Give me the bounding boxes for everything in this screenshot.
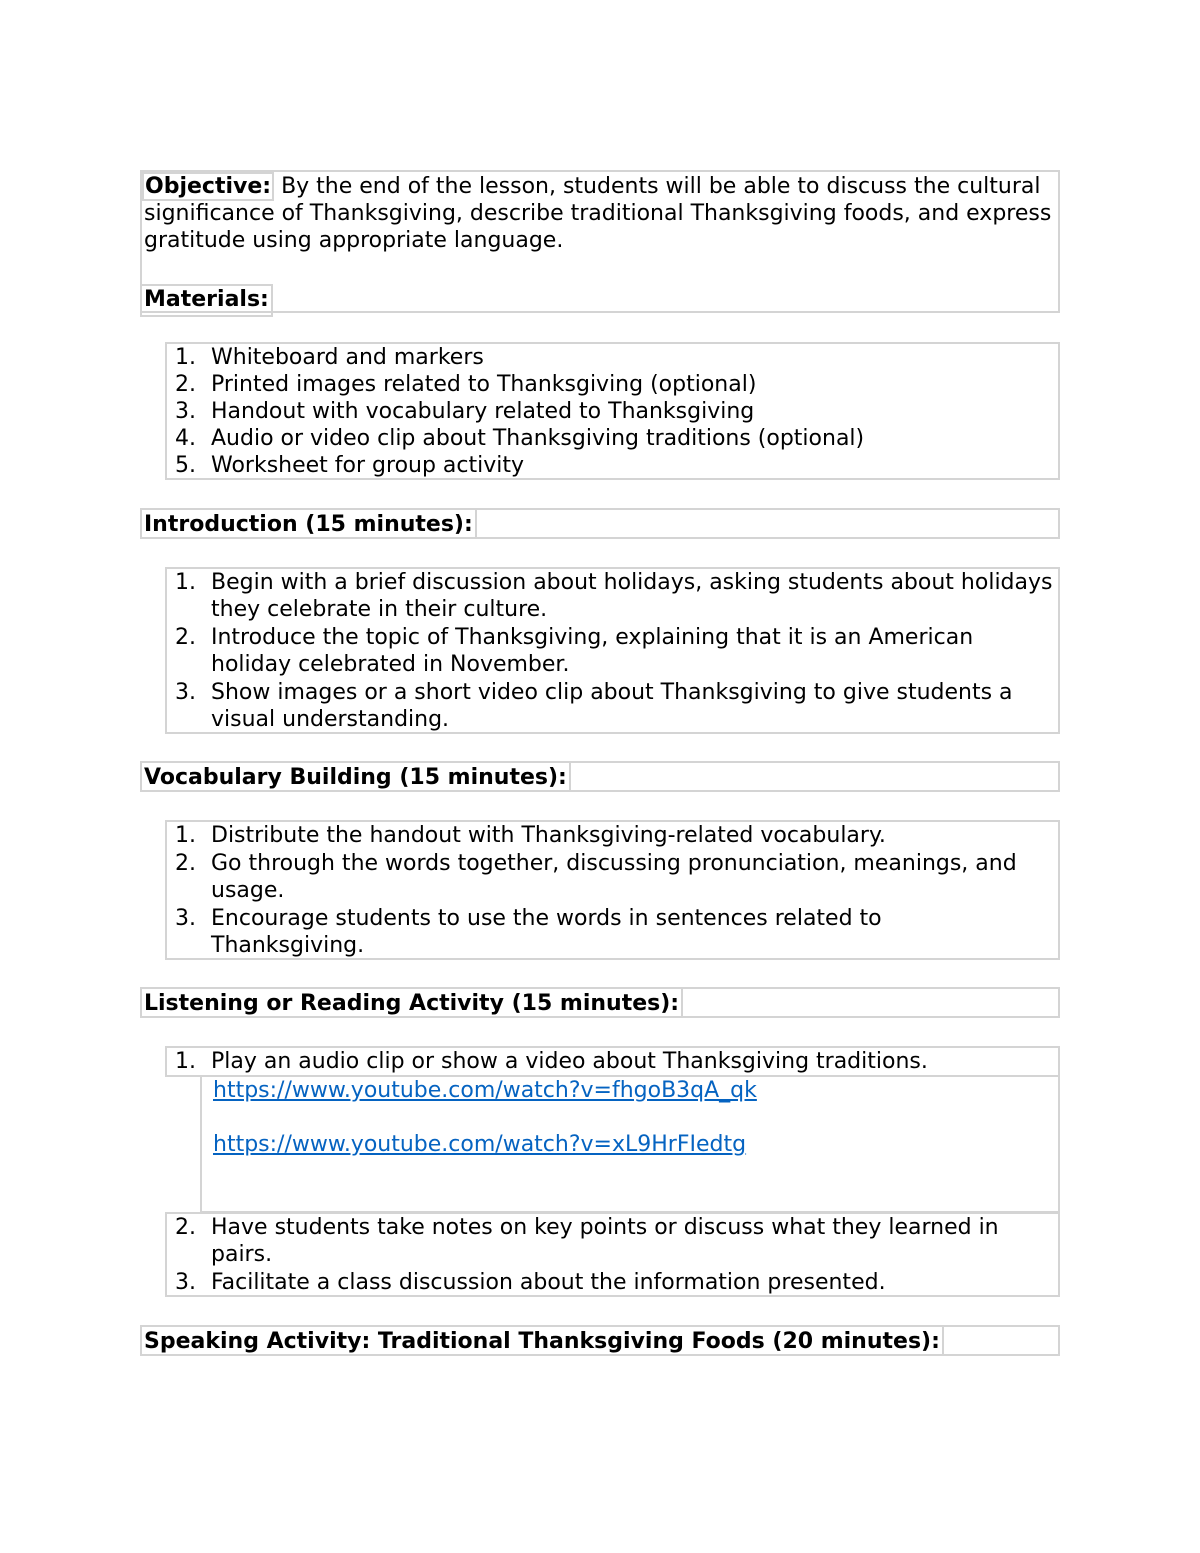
vocabulary-heading-row: [140, 761, 1060, 792]
listening-heading-row: [140, 987, 1060, 1018]
list-item: 5. Worksheet for group activity: [175, 453, 525, 478]
list-item: 3. Show images or a short video clip about Thanksgiving to give students a visual understanding.: [175, 680, 1013, 732]
objective-paragraph: [144, 173, 1056, 254]
objective-section: [140, 170, 1060, 313]
introduction-list: [165, 567, 1060, 734]
list-item: 1. Begin with a brief discussion about holidays, asking students about holidays they celebrate in their culture.: [175, 570, 1053, 622]
listening-list-first: [165, 1046, 1060, 1077]
video-link-1[interactable]: https://www.youtube.com/watch?v=fhgoB3qA_qk: [213, 1078, 757, 1103]
materials-list: [165, 342, 1060, 480]
list-item: 2. Printed images related to Thanksgiving (optional): [175, 372, 757, 397]
list-item: 1. Play an audio clip or show a video about Thanksgiving traditions.: [175, 1049, 928, 1074]
objective-text: By the end of the lesson, students will be able to discuss the cultural significance of Thanksgiving, describe traditional Thanksgiving foods, and express gratitude using appropriate language.: [144, 174, 1052, 253]
list-item: 1. Whiteboard and markers: [175, 345, 484, 370]
introduction-heading: Introduction (15 minutes):: [140, 508, 477, 539]
objective-label: Objective:: [142, 172, 274, 201]
listening-list-rest: [165, 1212, 1060, 1297]
video-link-2[interactable]: https://www.youtube.com/watch?v=xL9HrFIedtg: [213, 1132, 747, 1157]
vocabulary-heading: Vocabulary Building (15 minutes):: [140, 761, 571, 792]
list-item: 3. Handout with vocabulary related to Thanksgiving: [175, 399, 755, 424]
list-item: 2. Go through the words together, discussing pronunciation, meanings, and usage.: [175, 851, 1017, 903]
list-item: 3. Facilitate a class discussion about the information presented.: [175, 1270, 886, 1295]
list-item: 4. Audio or video clip about Thanksgiving traditions (optional): [175, 426, 865, 451]
vocabulary-list: [165, 820, 1060, 960]
listening-heading: Listening or Reading Activity (15 minutes):: [140, 987, 683, 1018]
introduction-heading-row: [140, 508, 1060, 539]
speaking-heading: Speaking Activity: Traditional Thanksgiving Foods (20 minutes):: [140, 1325, 944, 1356]
links-box: [200, 1075, 1060, 1213]
list-item: 2. Have students take notes on key points or discuss what they learned in pairs.: [175, 1215, 999, 1267]
speaking-heading-row: [140, 1325, 1060, 1356]
list-item: 1. Distribute the handout with Thanksgiving-related vocabulary.: [175, 823, 886, 848]
list-item: 2. Introduce the topic of Thanksgiving, explaining that it is an American holiday celebrated in November.: [175, 625, 974, 677]
materials-heading: Materials:: [140, 284, 273, 317]
list-item: 3. Encourage students to use the words in sentences related to Thanksgiving.: [175, 906, 882, 958]
